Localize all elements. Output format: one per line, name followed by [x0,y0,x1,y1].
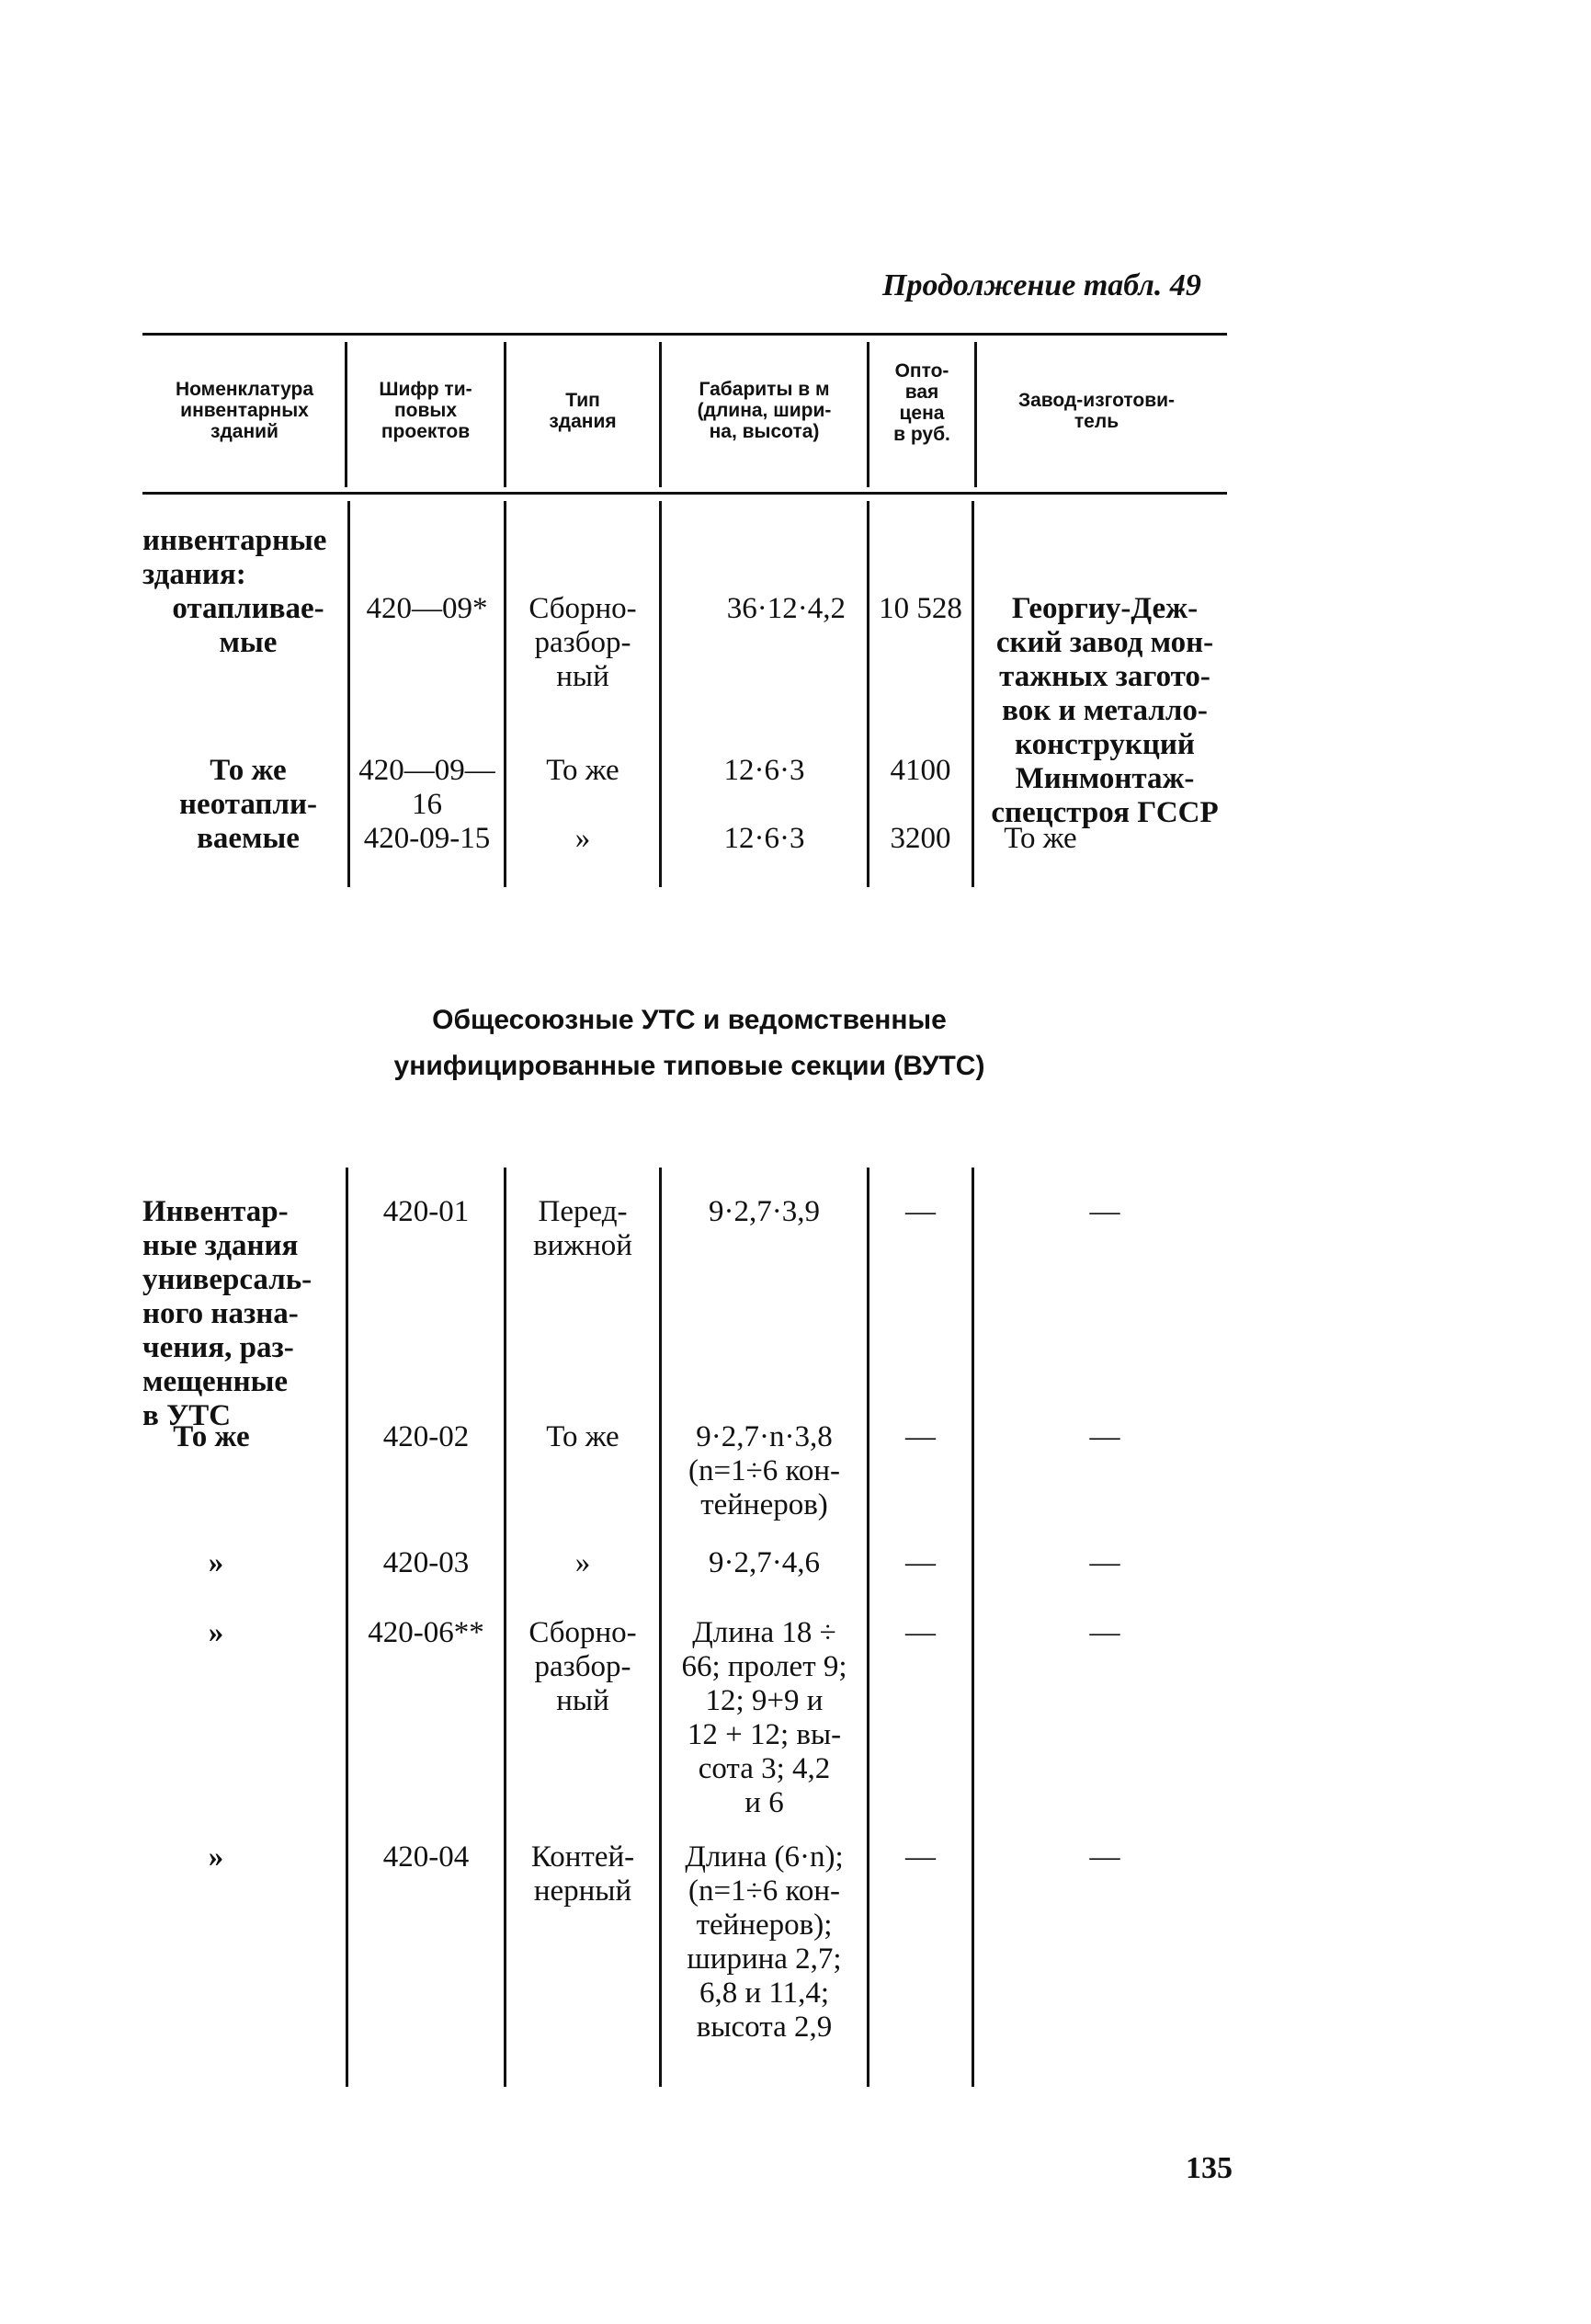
s2-row5-type: Контей- нерный [530,1840,635,1908]
s2-row4-type: Сборно- разбор- ный [528,1616,637,1717]
s2-row2-code: 420-02 [382,1420,470,1453]
s2-row3-dims: 9·2,7·4,6 [709,1546,820,1579]
s2-row4-code: 420-06** [368,1616,484,1649]
header-top-rule [142,333,1227,336]
s1-row1-type: Сборно- разбор- ный [528,592,637,693]
s1-row2-manufacturer: То же [1004,822,1077,855]
s2-row3-price: — [905,1546,936,1579]
s2-row4-name: » [208,1616,224,1649]
header-dimensions: Габариты в м (длина, шири- на, высота) [697,379,832,442]
s2-row1-type: Перед- вижной [533,1195,632,1262]
s2-row5-price: — [905,1840,936,1874]
s1-row2-name: То же неотапли- ваемые [179,754,317,855]
header-nomenclature: Номенклатура инвентарных зданий [175,379,314,442]
column-divider [972,1168,974,2087]
s2-row2-type: То же [546,1420,619,1453]
s2-row3-code: 420-03 [382,1546,470,1579]
s2-row1-price: — [905,1195,936,1228]
s2-row3-manufacturer: — [1089,1546,1120,1579]
s2-row2-name: То же [173,1420,250,1453]
group-label: инвентарные здания: [142,524,327,591]
s2-row1-name: Инвентар- ные здания универсаль- ного назна- чения, раз- мещенные в УТС [142,1195,313,1432]
s2-row1-manufacturer: — [1089,1195,1120,1228]
s2-row2-price: — [905,1420,936,1453]
s2-row4-price: — [905,1616,936,1649]
s2-row5-name: » [208,1840,224,1874]
s2-row5-code: 420-04 [382,1840,470,1874]
header-bottom-rule [142,492,1227,495]
table-continuation-title: Продолжение табл. 49 [882,268,1201,302]
s2-row2-manufacturer: — [1089,1420,1120,1453]
s1-row1-dims: 36·12·4,2 [726,592,846,625]
s1-row2-code: 420—09— 16 420-09-15 [358,754,495,855]
s2-row5-dims: Длина (6·n); (n=1÷6 кон- тейнеров); ширина 2,7; 6,8 и 11,4; высота 2,9 [685,1840,844,2044]
s1-row1-code: 420—09* [366,592,488,625]
s2-row4-manufacturer: — [1089,1616,1120,1649]
s1-row1-manufacturer: Георгиу-Деж- ский завод мон- тажных загото- вок и металло- конструкций Минмонтаж- спецстроя ГССР [991,592,1219,829]
s1-row1-name: отапливае- мые [172,592,324,659]
s1-row1-price: 10 528 [879,592,962,625]
header-manufacturer: Завод-изготови- тель [1017,390,1176,432]
header-project-code: Шифр ти- повых проектов [379,379,472,442]
s2-row3-type: » [574,1546,591,1579]
s2-row2-dims: 9·2,7·n·3,8 (n=1÷6 кон- тейнеров) [688,1420,840,1521]
header-building-type: Тип здания [549,390,617,432]
s1-row2-price: 4100 3200 [890,754,951,855]
s1-row2-type: То же » [546,754,619,855]
header-wholesale-price: Опто- вая цена в руб. [893,360,950,445]
s2-row1-dims: 9·2,7·3,9 [709,1195,820,1228]
column-divider [972,501,974,887]
s2-row4-dims: Длина 18 ÷ 66; пролет 9; 12; 9+9 и 12 + 12; вы- сота 3; 4,2 и 6 [681,1616,847,1819]
s2-row1-code: 420-01 [382,1195,470,1228]
s1-row2-dims: 12·6·3 12·6·3 [723,754,805,855]
section-title: Общесоюзные УТС и ведомственные унифицированные типовые секции (ВУТС) [393,1005,985,1081]
s2-row5-manufacturer: — [1089,1840,1120,1874]
page-number: 135 [1186,2151,1233,2185]
s2-row3-name: » [208,1546,224,1579]
